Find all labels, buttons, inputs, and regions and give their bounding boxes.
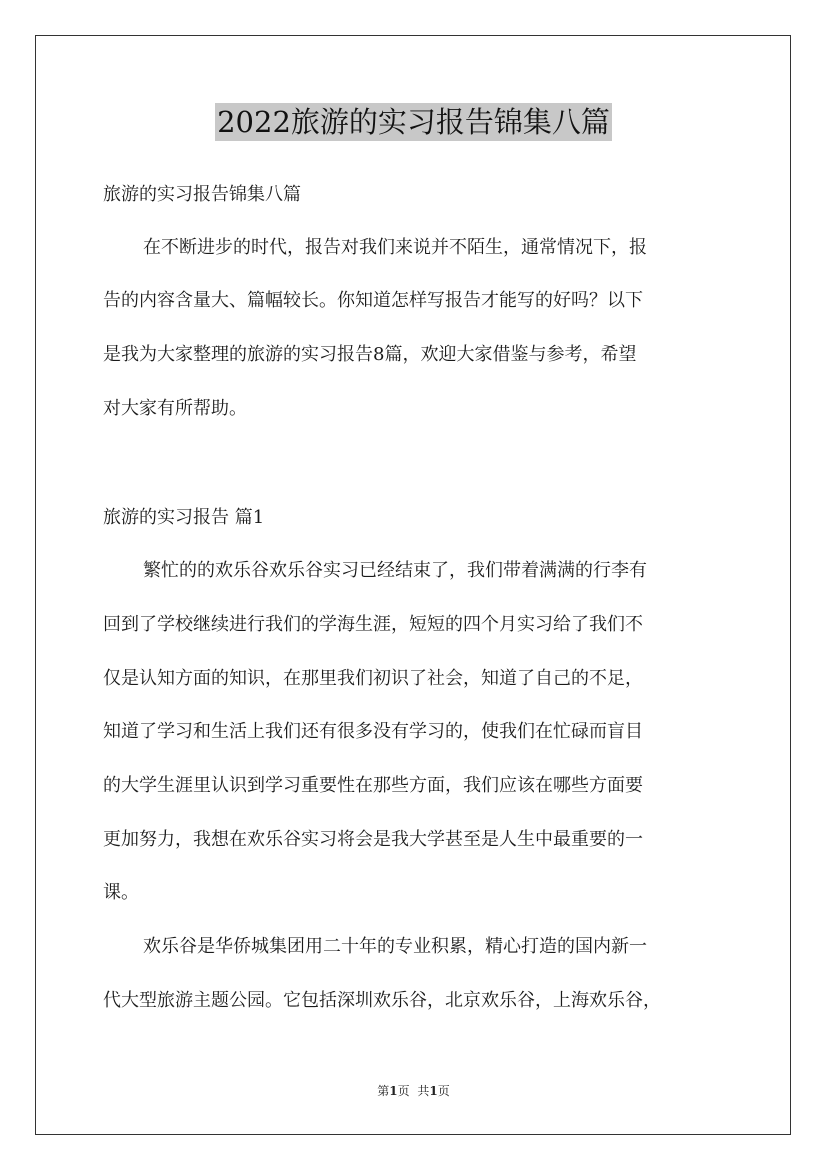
section-heading: 旅游的实习报告 篇1 (103, 507, 265, 528)
document-title-container (0, 103, 827, 141)
paragraph-line: 更加努力，我想在欢乐谷实习将会是我大学甚至是人生中最重要的一 (103, 829, 643, 850)
page-label-suffix: 页 (397, 1084, 410, 1098)
paragraph-line: 课。 (103, 882, 139, 903)
total-label-suffix: 页 (437, 1084, 450, 1098)
document-title: 2022旅游的实习报告锦集八篇 (217, 105, 610, 139)
total-label-prefix: 共 (417, 1084, 430, 1098)
paragraph-line: 的大学生涯里认识到学习重要性在那些方面，我们应该在哪些方面要 (103, 775, 643, 796)
paragraph-line: 知道了学习和生活上我们还有很多没有学习的，使我们在忙碌而盲目 (103, 721, 643, 742)
paragraph-line: 欢乐谷是华侨城集团用二十年的专业积累，精心打造的国内新一 (143, 936, 647, 957)
intro-line: 告的内容含量大、篇幅较长。你知道怎样写报告才能写的好吗？以下 (103, 290, 643, 311)
paragraph-line: 代大型旅游主题公园。它包括深圳欢乐谷，北京欢乐谷，上海欢乐谷， (103, 990, 661, 1011)
paragraph-line: 仅是认知方面的知识，在那里我们初识了社会，知道了自己的不足， (103, 668, 643, 689)
page-footer (0, 1082, 827, 1099)
page-label-prefix: 第 (377, 1084, 390, 1098)
subtitle: 旅游的实习报告锦集八篇 (103, 184, 301, 205)
total-pages: 1 (429, 1084, 438, 1098)
intro-line: 在不断进步的时代，报告对我们来说并不陌生，通常情况下，报 (143, 237, 647, 258)
page-number: 1 (389, 1084, 398, 1098)
paragraph-line: 回到了学校继续进行我们的学海生涯，短短的四个月实习给了我们不 (103, 614, 643, 635)
paragraph-line: 繁忙的的欢乐谷欢乐谷实习已经结束了，我们带着满满的行李有 (143, 560, 647, 581)
intro-line: 是我为大家整理的旅游的实习报告8篇，欢迎大家借鉴与参考，希望 (103, 344, 637, 365)
intro-line: 对大家有所帮助。 (103, 398, 247, 419)
